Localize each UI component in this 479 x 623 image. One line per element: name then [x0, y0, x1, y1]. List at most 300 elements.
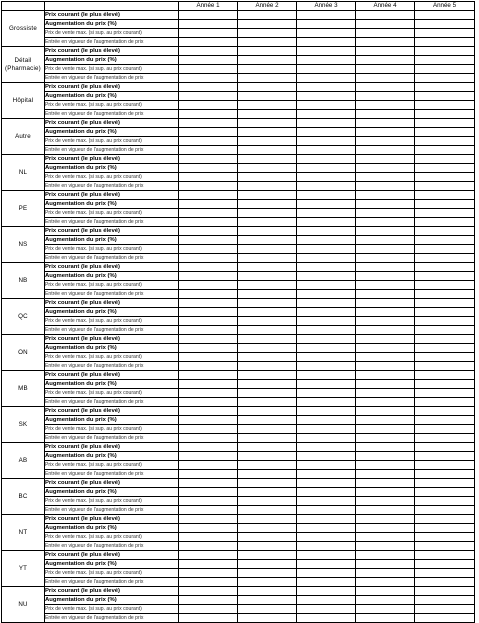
entry-cell[interactable] — [297, 29, 356, 38]
entry-cell[interactable] — [415, 56, 475, 65]
entry-cell[interactable] — [238, 614, 297, 623]
entry-cell[interactable] — [356, 236, 415, 245]
entry-cell[interactable] — [415, 551, 475, 560]
entry-cell[interactable] — [238, 470, 297, 479]
entry-cell[interactable] — [297, 569, 356, 578]
entry-cell[interactable] — [238, 299, 297, 308]
entry-cell[interactable] — [415, 299, 475, 308]
entry-cell[interactable] — [415, 515, 475, 524]
entry-cell[interactable] — [238, 227, 297, 236]
entry-cell[interactable] — [356, 587, 415, 596]
entry-cell[interactable] — [415, 254, 475, 263]
entry-cell[interactable] — [356, 407, 415, 416]
entry-cell[interactable] — [238, 335, 297, 344]
entry-cell[interactable] — [356, 335, 415, 344]
entry-cell[interactable] — [238, 326, 297, 335]
entry-cell[interactable] — [238, 389, 297, 398]
entry-cell[interactable] — [356, 551, 415, 560]
entry-cell[interactable] — [179, 542, 238, 551]
entry-cell[interactable] — [356, 182, 415, 191]
entry-cell[interactable] — [297, 119, 356, 128]
entry-cell[interactable] — [356, 263, 415, 272]
entry-cell[interactable] — [179, 551, 238, 560]
entry-cell[interactable] — [415, 281, 475, 290]
entry-cell[interactable] — [179, 533, 238, 542]
entry-cell[interactable] — [297, 398, 356, 407]
entry-cell[interactable] — [415, 407, 475, 416]
entry-cell[interactable] — [297, 254, 356, 263]
entry-cell[interactable] — [179, 101, 238, 110]
entry-cell[interactable] — [297, 515, 356, 524]
entry-cell[interactable] — [415, 479, 475, 488]
entry-cell[interactable] — [297, 434, 356, 443]
entry-cell[interactable] — [415, 362, 475, 371]
entry-cell[interactable] — [179, 578, 238, 587]
entry-cell[interactable] — [415, 452, 475, 461]
entry-cell[interactable] — [179, 164, 238, 173]
entry-cell[interactable] — [356, 290, 415, 299]
entry-cell[interactable] — [179, 209, 238, 218]
entry-cell[interactable] — [415, 29, 475, 38]
entry-cell[interactable] — [238, 488, 297, 497]
entry-cell[interactable] — [356, 560, 415, 569]
entry-cell[interactable] — [297, 299, 356, 308]
entry-cell[interactable] — [297, 101, 356, 110]
entry-cell[interactable] — [356, 119, 415, 128]
entry-cell[interactable] — [415, 542, 475, 551]
entry-cell[interactable] — [297, 416, 356, 425]
entry-cell[interactable] — [297, 497, 356, 506]
entry-cell[interactable] — [356, 425, 415, 434]
entry-cell[interactable] — [297, 407, 356, 416]
entry-cell[interactable] — [356, 515, 415, 524]
entry-cell[interactable] — [356, 245, 415, 254]
entry-cell[interactable] — [238, 128, 297, 137]
entry-cell[interactable] — [356, 200, 415, 209]
entry-cell[interactable] — [415, 371, 475, 380]
entry-cell[interactable] — [238, 200, 297, 209]
entry-cell[interactable] — [297, 200, 356, 209]
entry-cell[interactable] — [356, 362, 415, 371]
entry-cell[interactable] — [238, 524, 297, 533]
entry-cell[interactable] — [238, 137, 297, 146]
entry-cell[interactable] — [356, 272, 415, 281]
entry-cell[interactable] — [179, 74, 238, 83]
entry-cell[interactable] — [179, 146, 238, 155]
entry-cell[interactable] — [356, 326, 415, 335]
entry-cell[interactable] — [238, 443, 297, 452]
entry-cell[interactable] — [238, 317, 297, 326]
entry-cell[interactable] — [179, 20, 238, 29]
entry-cell[interactable] — [297, 551, 356, 560]
entry-cell[interactable] — [179, 200, 238, 209]
entry-cell[interactable] — [179, 263, 238, 272]
entry-cell[interactable] — [297, 362, 356, 371]
entry-cell[interactable] — [179, 416, 238, 425]
entry-cell[interactable] — [297, 47, 356, 56]
entry-cell[interactable] — [297, 38, 356, 47]
entry-cell[interactable] — [179, 173, 238, 182]
entry-cell[interactable] — [297, 425, 356, 434]
entry-cell[interactable] — [356, 191, 415, 200]
entry-cell[interactable] — [297, 470, 356, 479]
entry-cell[interactable] — [238, 542, 297, 551]
entry-cell[interactable] — [415, 353, 475, 362]
entry-cell[interactable] — [179, 326, 238, 335]
entry-cell[interactable] — [415, 389, 475, 398]
entry-cell[interactable] — [297, 371, 356, 380]
entry-cell[interactable] — [179, 245, 238, 254]
entry-cell[interactable] — [356, 353, 415, 362]
entry-cell[interactable] — [356, 209, 415, 218]
entry-cell[interactable] — [238, 56, 297, 65]
entry-cell[interactable] — [356, 47, 415, 56]
entry-cell[interactable] — [415, 344, 475, 353]
entry-cell[interactable] — [179, 479, 238, 488]
entry-cell[interactable] — [415, 227, 475, 236]
entry-cell[interactable] — [415, 596, 475, 605]
entry-cell[interactable] — [415, 65, 475, 74]
entry-cell[interactable] — [297, 20, 356, 29]
entry-cell[interactable] — [297, 488, 356, 497]
entry-cell[interactable] — [415, 146, 475, 155]
entry-cell[interactable] — [415, 614, 475, 623]
entry-cell[interactable] — [179, 380, 238, 389]
entry-cell[interactable] — [179, 524, 238, 533]
entry-cell[interactable] — [356, 281, 415, 290]
entry-cell[interactable] — [415, 398, 475, 407]
entry-cell[interactable] — [297, 281, 356, 290]
entry-cell[interactable] — [415, 506, 475, 515]
entry-cell[interactable] — [179, 236, 238, 245]
entry-cell[interactable] — [356, 65, 415, 74]
entry-cell[interactable] — [238, 20, 297, 29]
entry-cell[interactable] — [415, 182, 475, 191]
entry-cell[interactable] — [415, 128, 475, 137]
entry-cell[interactable] — [179, 497, 238, 506]
entry-cell[interactable] — [238, 38, 297, 47]
entry-cell[interactable] — [356, 164, 415, 173]
entry-cell[interactable] — [297, 533, 356, 542]
entry-cell[interactable] — [415, 119, 475, 128]
entry-cell[interactable] — [238, 209, 297, 218]
entry-cell[interactable] — [179, 110, 238, 119]
entry-cell[interactable] — [179, 218, 238, 227]
entry-cell[interactable] — [356, 578, 415, 587]
entry-cell[interactable] — [415, 326, 475, 335]
entry-cell[interactable] — [415, 470, 475, 479]
entry-cell[interactable] — [415, 218, 475, 227]
entry-cell[interactable] — [238, 569, 297, 578]
entry-cell[interactable] — [179, 92, 238, 101]
entry-cell[interactable] — [297, 272, 356, 281]
entry-cell[interactable] — [415, 380, 475, 389]
entry-cell[interactable] — [179, 83, 238, 92]
entry-cell[interactable] — [297, 11, 356, 20]
entry-cell[interactable] — [356, 416, 415, 425]
entry-cell[interactable] — [238, 380, 297, 389]
entry-cell[interactable] — [238, 182, 297, 191]
entry-cell[interactable] — [415, 434, 475, 443]
entry-cell[interactable] — [179, 452, 238, 461]
entry-cell[interactable] — [415, 83, 475, 92]
entry-cell[interactable] — [179, 11, 238, 20]
entry-cell[interactable] — [238, 164, 297, 173]
entry-cell[interactable] — [179, 488, 238, 497]
entry-cell[interactable] — [356, 74, 415, 83]
entry-cell[interactable] — [179, 560, 238, 569]
entry-cell[interactable] — [297, 92, 356, 101]
entry-cell[interactable] — [297, 290, 356, 299]
entry-cell[interactable] — [238, 344, 297, 353]
entry-cell[interactable] — [356, 218, 415, 227]
entry-cell[interactable] — [179, 506, 238, 515]
entry-cell[interactable] — [238, 506, 297, 515]
entry-cell[interactable] — [356, 488, 415, 497]
entry-cell[interactable] — [179, 128, 238, 137]
entry-cell[interactable] — [179, 335, 238, 344]
entry-cell[interactable] — [238, 47, 297, 56]
entry-cell[interactable] — [297, 191, 356, 200]
entry-cell[interactable] — [238, 551, 297, 560]
entry-cell[interactable] — [415, 263, 475, 272]
entry-cell[interactable] — [356, 596, 415, 605]
entry-cell[interactable] — [238, 434, 297, 443]
entry-cell[interactable] — [297, 452, 356, 461]
entry-cell[interactable] — [356, 461, 415, 470]
entry-cell[interactable] — [297, 182, 356, 191]
entry-cell[interactable] — [238, 362, 297, 371]
entry-cell[interactable] — [238, 272, 297, 281]
entry-cell[interactable] — [297, 461, 356, 470]
entry-cell[interactable] — [356, 605, 415, 614]
entry-cell[interactable] — [297, 137, 356, 146]
entry-cell[interactable] — [238, 110, 297, 119]
entry-cell[interactable] — [179, 119, 238, 128]
entry-cell[interactable] — [297, 560, 356, 569]
entry-cell[interactable] — [415, 533, 475, 542]
entry-cell[interactable] — [238, 461, 297, 470]
entry-cell[interactable] — [415, 587, 475, 596]
entry-cell[interactable] — [297, 218, 356, 227]
entry-cell[interactable] — [238, 218, 297, 227]
entry-cell[interactable] — [356, 128, 415, 137]
entry-cell[interactable] — [356, 83, 415, 92]
entry-cell[interactable] — [238, 254, 297, 263]
entry-cell[interactable] — [238, 479, 297, 488]
entry-cell[interactable] — [179, 461, 238, 470]
entry-cell[interactable] — [415, 317, 475, 326]
entry-cell[interactable] — [179, 47, 238, 56]
entry-cell[interactable] — [238, 74, 297, 83]
entry-cell[interactable] — [297, 236, 356, 245]
entry-cell[interactable] — [179, 155, 238, 164]
entry-cell[interactable] — [238, 83, 297, 92]
entry-cell[interactable] — [238, 425, 297, 434]
entry-cell[interactable] — [179, 407, 238, 416]
entry-cell[interactable] — [179, 56, 238, 65]
entry-cell[interactable] — [179, 182, 238, 191]
entry-cell[interactable] — [179, 605, 238, 614]
entry-cell[interactable] — [297, 227, 356, 236]
entry-cell[interactable] — [415, 209, 475, 218]
entry-cell[interactable] — [179, 398, 238, 407]
entry-cell[interactable] — [297, 308, 356, 317]
entry-cell[interactable] — [238, 578, 297, 587]
entry-cell[interactable] — [297, 380, 356, 389]
entry-cell[interactable] — [415, 335, 475, 344]
entry-cell[interactable] — [297, 344, 356, 353]
entry-cell[interactable] — [238, 236, 297, 245]
entry-cell[interactable] — [297, 173, 356, 182]
entry-cell[interactable] — [297, 614, 356, 623]
entry-cell[interactable] — [238, 101, 297, 110]
entry-cell[interactable] — [297, 128, 356, 137]
entry-cell[interactable] — [356, 506, 415, 515]
entry-cell[interactable] — [356, 155, 415, 164]
entry-cell[interactable] — [179, 362, 238, 371]
entry-cell[interactable] — [179, 470, 238, 479]
entry-cell[interactable] — [238, 533, 297, 542]
entry-cell[interactable] — [356, 569, 415, 578]
entry-cell[interactable] — [415, 488, 475, 497]
entry-cell[interactable] — [297, 56, 356, 65]
entry-cell[interactable] — [356, 317, 415, 326]
entry-cell[interactable] — [356, 101, 415, 110]
entry-cell[interactable] — [415, 308, 475, 317]
entry-cell[interactable] — [179, 596, 238, 605]
entry-cell[interactable] — [179, 137, 238, 146]
entry-cell[interactable] — [356, 470, 415, 479]
entry-cell[interactable] — [238, 65, 297, 74]
entry-cell[interactable] — [356, 497, 415, 506]
entry-cell[interactable] — [297, 389, 356, 398]
entry-cell[interactable] — [415, 578, 475, 587]
entry-cell[interactable] — [356, 371, 415, 380]
entry-cell[interactable] — [238, 353, 297, 362]
entry-cell[interactable] — [179, 371, 238, 380]
entry-cell[interactable] — [415, 155, 475, 164]
entry-cell[interactable] — [297, 605, 356, 614]
entry-cell[interactable] — [238, 290, 297, 299]
entry-cell[interactable] — [415, 11, 475, 20]
entry-cell[interactable] — [356, 254, 415, 263]
entry-cell[interactable] — [356, 308, 415, 317]
entry-cell[interactable] — [179, 29, 238, 38]
entry-cell[interactable] — [297, 524, 356, 533]
entry-cell[interactable] — [415, 416, 475, 425]
entry-cell[interactable] — [415, 47, 475, 56]
entry-cell[interactable] — [415, 443, 475, 452]
entry-cell[interactable] — [415, 191, 475, 200]
entry-cell[interactable] — [415, 560, 475, 569]
entry-cell[interactable] — [356, 92, 415, 101]
entry-cell[interactable] — [356, 398, 415, 407]
entry-cell[interactable] — [415, 272, 475, 281]
entry-cell[interactable] — [179, 389, 238, 398]
entry-cell[interactable] — [356, 11, 415, 20]
entry-cell[interactable] — [356, 299, 415, 308]
entry-cell[interactable] — [179, 344, 238, 353]
entry-cell[interactable] — [356, 452, 415, 461]
entry-cell[interactable] — [415, 74, 475, 83]
entry-cell[interactable] — [415, 164, 475, 173]
entry-cell[interactable] — [179, 569, 238, 578]
entry-cell[interactable] — [238, 191, 297, 200]
entry-cell[interactable] — [415, 20, 475, 29]
entry-cell[interactable] — [238, 29, 297, 38]
entry-cell[interactable] — [179, 281, 238, 290]
entry-cell[interactable] — [356, 614, 415, 623]
entry-cell[interactable] — [415, 425, 475, 434]
entry-cell[interactable] — [179, 191, 238, 200]
entry-cell[interactable] — [297, 542, 356, 551]
entry-cell[interactable] — [238, 173, 297, 182]
entry-cell[interactable] — [297, 317, 356, 326]
entry-cell[interactable] — [238, 605, 297, 614]
entry-cell[interactable] — [415, 605, 475, 614]
entry-cell[interactable] — [356, 389, 415, 398]
entry-cell[interactable] — [356, 479, 415, 488]
entry-cell[interactable] — [179, 587, 238, 596]
entry-cell[interactable] — [238, 596, 297, 605]
entry-cell[interactable] — [238, 497, 297, 506]
entry-cell[interactable] — [297, 245, 356, 254]
entry-cell[interactable] — [297, 65, 356, 74]
entry-cell[interactable] — [297, 83, 356, 92]
entry-cell[interactable] — [415, 137, 475, 146]
entry-cell[interactable] — [238, 560, 297, 569]
entry-cell[interactable] — [356, 542, 415, 551]
entry-cell[interactable] — [179, 254, 238, 263]
entry-cell[interactable] — [356, 20, 415, 29]
entry-cell[interactable] — [297, 110, 356, 119]
entry-cell[interactable] — [297, 506, 356, 515]
entry-cell[interactable] — [356, 173, 415, 182]
entry-cell[interactable] — [356, 380, 415, 389]
entry-cell[interactable] — [238, 155, 297, 164]
entry-cell[interactable] — [238, 407, 297, 416]
entry-cell[interactable] — [297, 326, 356, 335]
entry-cell[interactable] — [297, 74, 356, 83]
entry-cell[interactable] — [238, 587, 297, 596]
entry-cell[interactable] — [415, 200, 475, 209]
entry-cell[interactable] — [238, 245, 297, 254]
entry-cell[interactable] — [179, 614, 238, 623]
entry-cell[interactable] — [297, 443, 356, 452]
entry-cell[interactable] — [238, 371, 297, 380]
entry-cell[interactable] — [238, 416, 297, 425]
entry-cell[interactable] — [179, 434, 238, 443]
entry-cell[interactable] — [356, 56, 415, 65]
entry-cell[interactable] — [297, 164, 356, 173]
entry-cell[interactable] — [415, 38, 475, 47]
entry-cell[interactable] — [356, 38, 415, 47]
entry-cell[interactable] — [415, 461, 475, 470]
entry-cell[interactable] — [297, 155, 356, 164]
entry-cell[interactable] — [297, 578, 356, 587]
entry-cell[interactable] — [238, 11, 297, 20]
entry-cell[interactable] — [356, 227, 415, 236]
entry-cell[interactable] — [356, 443, 415, 452]
entry-cell[interactable] — [356, 533, 415, 542]
entry-cell[interactable] — [179, 515, 238, 524]
entry-cell[interactable] — [179, 353, 238, 362]
entry-cell[interactable] — [297, 587, 356, 596]
entry-cell[interactable] — [415, 245, 475, 254]
entry-cell[interactable] — [297, 335, 356, 344]
entry-cell[interactable] — [179, 308, 238, 317]
